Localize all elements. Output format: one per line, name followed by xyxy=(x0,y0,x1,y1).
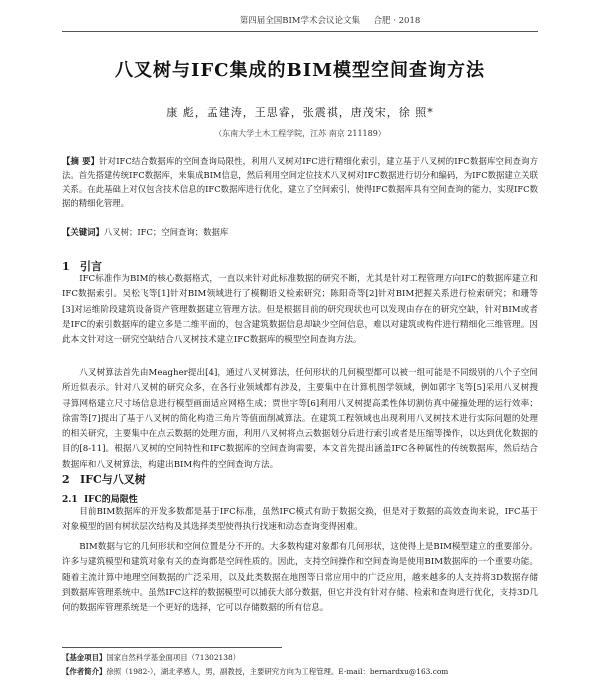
keywords-label: 【关键词】 xyxy=(62,227,104,237)
author-list: 康 彪，孟建涛，王思睿，张震祺，唐茂宋，徐 照* xyxy=(166,106,434,119)
subsection-number: 2.1 xyxy=(62,495,78,505)
footnote-author xyxy=(62,666,538,677)
paragraph: 八叉树算法首先由Meagher提出[4]，通过八叉树算法，任何形状的几何模型都可以被一组可能是不同级别的八个子空间所近似表示。针对八叉树的研究众多，在各行业领域都有涉及，主要集中在计算机图学领域，例如郭字飞等[5]采用八叉树搜寻算网格建立尺寸场信息进行模型画面适应网格生成；贾世宇等[6]利用八叉树提高柔性体切割仿真中碰撞处理的运行效率；徐雷等[7]提出了基于八叉树的简化构造三角片等值面削减算法。在建筑工程领域也出现利用八叉树技术进行实际问题的处理的相关研究，主要集中在点云数据的处理方面，利用八叉树将点云数据划分后进行索引或者是压缩等操作，以达到优化数据的目的[8-11]。根据八叉树的空间特性和IFC数据库的空间查询需要，本文首先提出涵盖IFC各种属性的传统数据库，然后结合数据库和八叉树算法，构建出BIM构件的空间查询方法。 xyxy=(62,368,538,470)
running-header xyxy=(200,14,460,26)
abstract xyxy=(62,154,538,210)
abstract-label: 【摘 要】 xyxy=(62,156,100,166)
paper-title: 八叉树与IFC集成的BIM模型空间查询方法 xyxy=(114,60,486,81)
fund-text: 国家自然科学基金面项目（71302138） xyxy=(106,653,241,662)
author-bio-label: 【作者简介】 xyxy=(62,667,107,676)
subsection-title: IFC的局限性 xyxy=(83,495,138,505)
section-title: IFC与八叉树 xyxy=(80,473,146,486)
subsection-heading xyxy=(62,492,138,505)
abstract-text: 针对IFC结合数据库的空间查询局限性，利用八叉树对IFC进行精细化索引，建立基于八叉树的IFC数据库空间查询方法。首先搭建传统IFC数据库，来集成BIM信息，然后利用空间定位技术八叉树对IFC数据进行切分和编码，为IFC数据建立关联关系。在此基础上对仅包含技术信息的IFC数据库进行优化，建立了空间索引，使得IFC数据库具有空间查询的能力，实现IFC数据的精细化管理。 xyxy=(62,156,538,208)
affiliation: （东南大学土木工程学院，江苏 南京 211189） xyxy=(214,129,386,138)
paragraph: IFC标准作为BIM的核心数据格式，一直以来针对此标准数据的研究不断，尤其是针对工程管理方向IFC的数据库建立和IFC数据索引。吴松飞等[1]针对BIM领域进行了模糊语义检索研究；陈阳奇等[2]针对BIM把握关系进行检索研究；和珊等[3]对运维阶段建筑设备资产管理数据建立管理方法。但是根据目前的研究现状也可以发现由存在的研究空缺，针对BIM或者是IFC的索引数据库的建立多是二维平面的，包含建筑数据信息却缺少空间信息，难以对建筑或构件进行精细化三维管理。因此本文针对这一研究空缺结合八叉树技术建立IFC数据库的模型空间查询方法。 xyxy=(62,274,538,346)
paragraph: BIM数据与它的几何形状和空间位置是分不开的。大多数构建对象都有几何形状，这使得上是BIM模型建立的重要部分。许多与建筑模型和建筑对象有关的查询都是空间性质的。因此，支持空间操作和空间查询是使用BIM数据库的一个重要功能。随着主流计算中地理空间数据的广泛采用，以及此类数据在地图等日常应用中的广泛应用，越来越多的人支持将3D数据存储到数据库管理系统中。虽然IFC这样的数据模型可以捕获大部分数据，但它并没有针对存储、检索和查询进行优化，支持3D几何的数据库管理系统是一个更好的选择，它可以存储数据的所有信息。 xyxy=(62,542,538,614)
section-title: 引言 xyxy=(80,260,102,273)
section-number: 1 xyxy=(62,260,70,273)
footnote-divider xyxy=(62,647,282,648)
paragraph: 目前BIM数据库的开发多数都是基于IFC标准，虽然IFC模式有助于数据交换，但是对于数据的高效查询来说，IFC基于对象模型的固有树状层次结构及其选择类型使得执行找速和动态查询变得困难。 xyxy=(62,507,538,533)
header-divider xyxy=(62,31,538,32)
section-number: 2 xyxy=(62,473,70,486)
header-conference: 第四届全国BIM学术会议论文集 xyxy=(239,16,361,26)
keywords-text: 八叉树；IFC；空间查询；数据库 xyxy=(103,227,229,237)
author-bio-text: 徐照（1982-），湖北孝感人，男，副教授，主要研究方向为工程管理。E-mail：bernardxu@163.com xyxy=(106,667,449,676)
footnote-fund xyxy=(62,652,538,663)
fund-label: 【基金项目】 xyxy=(62,653,107,662)
keywords xyxy=(62,226,538,238)
section-heading-ifc-octree xyxy=(62,471,146,487)
header-location-year: 合肥 · 2018 xyxy=(373,16,421,26)
